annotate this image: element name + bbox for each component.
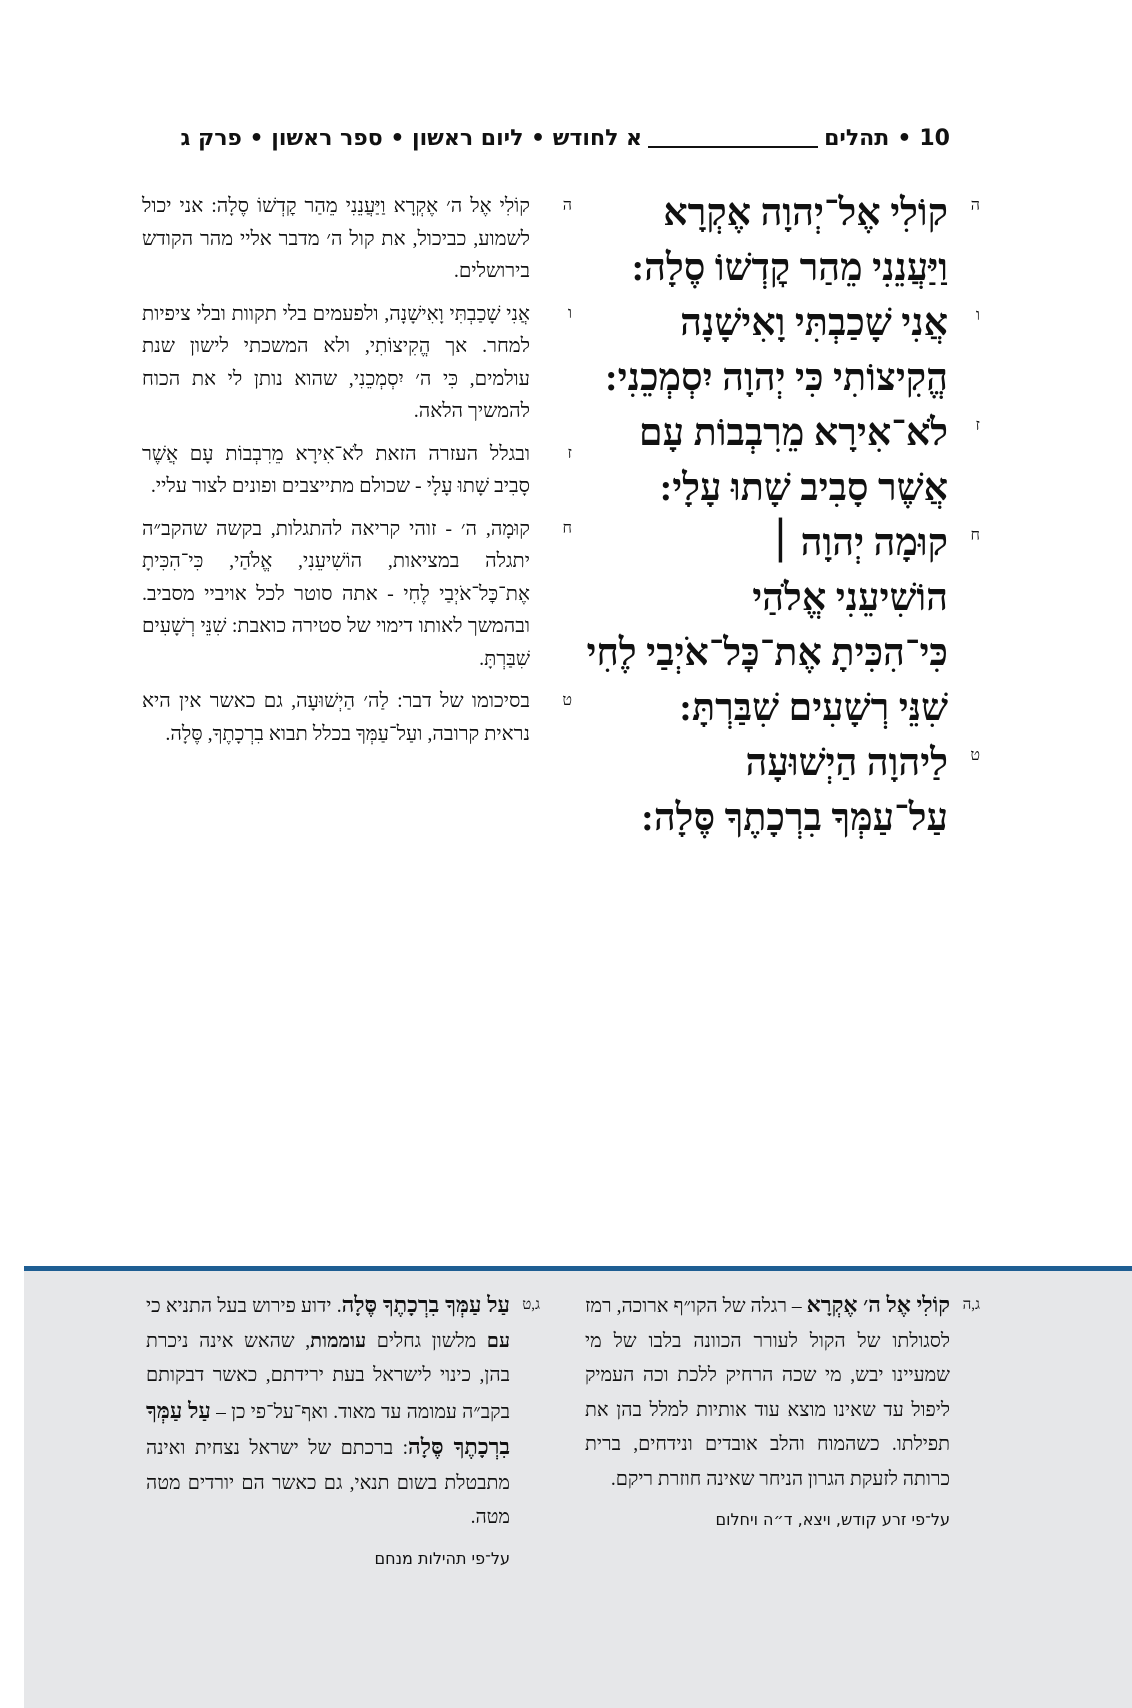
separator: •: [897, 125, 912, 151]
note-text: מלשון גחלים: [366, 1330, 487, 1352]
commentary-number: ט: [562, 692, 572, 709]
verse-line: [590, 736, 980, 791]
verse-number: ט: [970, 747, 980, 764]
commentary-text: קוּמָה, ה׳ - זוהי קריאה להתגלות, בקשה שהקב״ה יתגלה במציאות, הוֹשִׁיעֵנִי, אֱלֹהַי, כִּי־הִכִּיתָ אֶת־כׇּל־אֹיְבַי לֶחִי - אתה סוטר לכל אויביי מסביב. ובהמשך לאותו דימוי של סטירה כואבת: שִׁנֵּי רְשָׁעִים שִׁבַּרְתָּ.: [142, 517, 530, 670]
page-number: 10: [919, 125, 950, 151]
commentary-item: [142, 190, 572, 288]
verse-number: ז: [975, 417, 980, 434]
verse-number: ה: [970, 197, 980, 214]
verse-text: קוּמָה יְהוָה ׀: [769, 522, 948, 564]
note-text: , שהאש אינה ניכרת בהן, כינוי לישראל בעת ירידתם, כאשר דבקותם בקב״ה עמומה עד מאוד. ואף־על־פי כן –: [146, 1330, 511, 1423]
commentary-item: [142, 685, 572, 750]
note-number: ג,ט: [522, 1297, 540, 1313]
note-emphasis: עם: [486, 1330, 511, 1352]
verse-line: [590, 516, 980, 571]
verse-line: [590, 186, 980, 241]
verse-line: [590, 296, 980, 351]
verse-line: [590, 461, 980, 516]
verse-text: לַיהוָה הַיְשׁוּעָה: [745, 742, 948, 784]
verse-line: [590, 571, 980, 626]
verse-text: עַל־עַמְּךָ בִרְכָתֶךָ סֶּלָה:: [641, 797, 948, 839]
verse-number: ח: [970, 527, 980, 544]
verse-text: אֲשֶׁר סָבִיב שָׁתוּ עָלָי:: [659, 467, 948, 509]
commentary-item: [142, 438, 572, 503]
commentary-number: ו: [567, 304, 572, 322]
note-number: ג,ה: [962, 1297, 980, 1313]
note-source: על־פי תהילות מנחם: [374, 1548, 510, 1568]
verse-text: כִּי־הִכִּיתָ אֶת־כׇּל־אֹיְבַי לֶחִי: [586, 632, 948, 674]
verse-text: הֱקִיצוֹתִי כִּי יְהוָה יִסְמְכֵנִי:: [604, 357, 948, 399]
note-lemma: עַל עַמְּךָ בִרְכָתֶךָ סֶּלָה: [341, 1292, 510, 1317]
verse-line: [590, 406, 980, 461]
commentary-text: קוֹלִי אֶל ה׳ אֶקְרָא וַיַּעֲנֵנִי מֵהַר קׇדְשׁוֹ סֶלָה: אני יכול לשמוע, כביכול, את קול ה׳ מדבר אליי מהר הקודש בירושלים.: [142, 195, 530, 282]
commentary-number: ח: [562, 519, 572, 537]
note-text: – רגלה של הקו״ף ארוכה, רמז לסגולתו של הקול לעורר הכוונה בלבו של מי שמעיינו יבש, מי שכה הרחיק ללכת וכה העמיק ליפול עד שאינו מוצא עוד אותיות למלל בהן את תפילתו. כשהמוח והלב אובדים ונידחים, ברית כרותה לזעקת הגרון הניחר שאינה חוזרת ריקם.: [585, 1296, 950, 1490]
note-text: . ידוע פירוש בעל התניא כי: [146, 1296, 342, 1317]
commentary-item: [142, 513, 572, 676]
schedule-label: א לחודש • ליום ראשון • ספר ראשון • פרק ג: [180, 125, 643, 151]
verse-line: [590, 241, 980, 296]
verse-line: [590, 351, 980, 406]
note-emphasis: עוממות: [310, 1330, 367, 1352]
psalm-text: [586, 186, 980, 846]
verse-text: אֲנִי שָׁכַבְתִּי וָאִישָׁנָה: [680, 302, 948, 344]
verse-line: [586, 626, 980, 681]
verse-text: לֹא־אִירָא מֵרִבְבוֹת עָם: [638, 412, 948, 454]
note-text: : ברכתם של ישראל נצחית ואינה מתבטלת בשום תנאי, גם כאשר הם יורדים מטה מטה.: [146, 1438, 510, 1528]
note-right: [585, 1288, 980, 1538]
verse-line: [590, 791, 980, 846]
verse-text: שִׁנֵּי רְשָׁעִים שִׁבַּרְתָּ:: [679, 687, 948, 729]
note-left: [146, 1288, 540, 1576]
commentary-number: ה: [562, 197, 572, 214]
note-lemma: קוֹלִי אֶל ה׳ אֶקְרָא: [806, 1292, 950, 1317]
verse-text: קוֹלִי אֶל־יְהוָה אֶקְרָא: [663, 192, 948, 234]
commentary-text: בסיכומו של דבר: לַה׳ הַיְשׁוּעָה, גם כאשר אין היא נראית קרובה, ועַל־עַמְּךָ בכלל תבוא בִרְכָתֶךָ, סֶּלָה.: [142, 690, 530, 745]
note-source: על־פי זרע קודש, ויצא, ד״ה ויחלום: [715, 1510, 950, 1529]
commentary-item: [142, 298, 572, 428]
verse-number: ו: [975, 307, 980, 324]
commentary-number: ז: [567, 444, 572, 462]
commentary-text: אֲנִי שָׁכַבְתִּי וָאִישָׁנָה, ולפעמים בלי תקוות ובלי ציפיות למחר. אך הֱקִיצוֹתִי, ולא המשכתי לישון שנת עולמים, כִּי ה׳ יִסְמְכֵנִי, שהוא נותן לי את הכוח להמשיך הלאה.: [142, 302, 530, 422]
header-rule: [648, 128, 818, 148]
verse-line: [590, 681, 980, 736]
verse-text: וַיַּעֲנֵנִי מֵהַר קׇדְשׁוֹ סֶלָה:: [631, 247, 948, 289]
verse-text: הוֹשִׁיעֵנִי אֱלֹהַי: [752, 577, 948, 619]
note-lemma: עַל עַמְּךָ בִרְכָתֶךָ סֶּלָה: [146, 1397, 510, 1459]
running-header: [140, 118, 950, 158]
commentary-column: [142, 190, 572, 760]
book-title: תהלים: [824, 125, 890, 151]
commentary-text: ובגלל העזרה הזאת לֹא־אִירָא מֵרִבְבוֹת עָם אֲשֶׁר סָבִיב שָׁתוּ עָלָי - שכולם מתייצבים ופונים לצור עליי.: [142, 442, 530, 497]
